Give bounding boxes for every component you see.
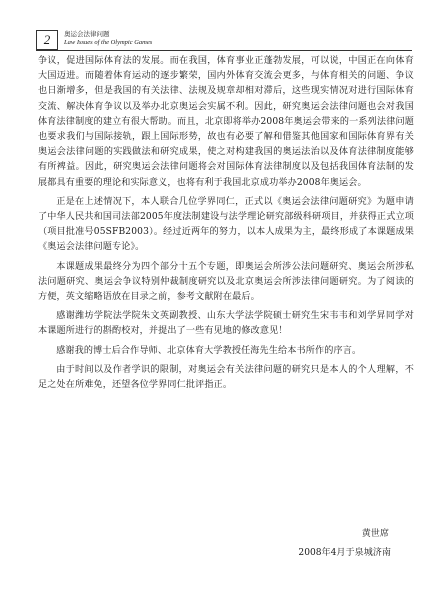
preface-body xyxy=(38,54,414,397)
signature-date: 2008年4月于泉城济南 xyxy=(298,548,391,558)
paragraph-5: 感谢我的博士后合作导师、北京体育大学教授任海先生给本书所作的序言。 xyxy=(56,345,362,356)
running-title-english: Law Issues of the Olympic Games xyxy=(64,39,153,46)
signature-block xyxy=(298,527,391,561)
paragraph-2: 正是在上述情况下，本人联合几位学界同仁，正式以《奥运会法律问题研究》为题申请了中华人民共和国司法部2005年度法制建设与法学理论研究部级科研项目，并获得正式立项（项目批准号05SFB2003）。经过近两年的努力，以本人成果为主，最终形成了本课题成果《奥运会法律问题专论》。 xyxy=(38,196,414,253)
paragraph-6: 由于时间以及作者学识的限制，对奥运会有关法律问题的研究只是本人的个人理解，不足之处在所难免，还望各位学界同仁批评指正。 xyxy=(38,364,414,391)
paragraph-1: 争议，促进国际体育法的发展。而在我国，体育事业正蓬勃发展，可以说，中国正在向体育大国迈进。而随着体育运动的逐步繁荣，国内外体育交流会更多，与体育相关的问题、争议也日渐增多，但是我国的有关法律、法规及规章却相对滞后，这些现实情况对进行国际体育交流、解决体育争议以及举办北京奥运会实属不利。因此，研究奥运会法律问题也会对我国体育法律制度的建立有很大帮助。而且，北京即将举办2008年奥运会带来的一系列法律问题也要求我们与国际接轨，跟上国际形势，故也有必要了解和借鉴其他国家和国际体育界有关奥运会法律问题的实践做法和研究成果，使之对构建我国的奥运法治以及体育法律制度能够有所裨益。因此，研究奥运会法律问题将会对国际体育法律制度以及包括我国体育法制的发展都具有重要的理论和实际意义，也将有利于我国北京成功举办2008年奥运会。 xyxy=(38,56,414,188)
paragraph-3: 本课题成果最终分为四个部分十五个专题，即奥运会所涉公法问题研究、奥运会所涉私法问题研究、奥运会争议特别仲裁制度研究以及北京奥运会所涉法律问题研究。为了阅读的方便，英文缩略语放在目录之前，参考文献附在最后。 xyxy=(38,261,414,303)
page-number: 2 xyxy=(36,30,58,50)
paragraph-4: 感谢潍坊学院法学院朱文英副教授、山东大学法学院硕士研究生宋韦韦和刘学昇同学对本课题所进行的斟酌校对，并提出了一些有见地的修改意见！ xyxy=(38,311,414,337)
header-divider xyxy=(36,50,412,51)
running-title-chinese: 奥运会法律问题 xyxy=(64,30,110,38)
author-name: 黄世席 xyxy=(361,529,389,539)
running-header xyxy=(36,30,412,50)
